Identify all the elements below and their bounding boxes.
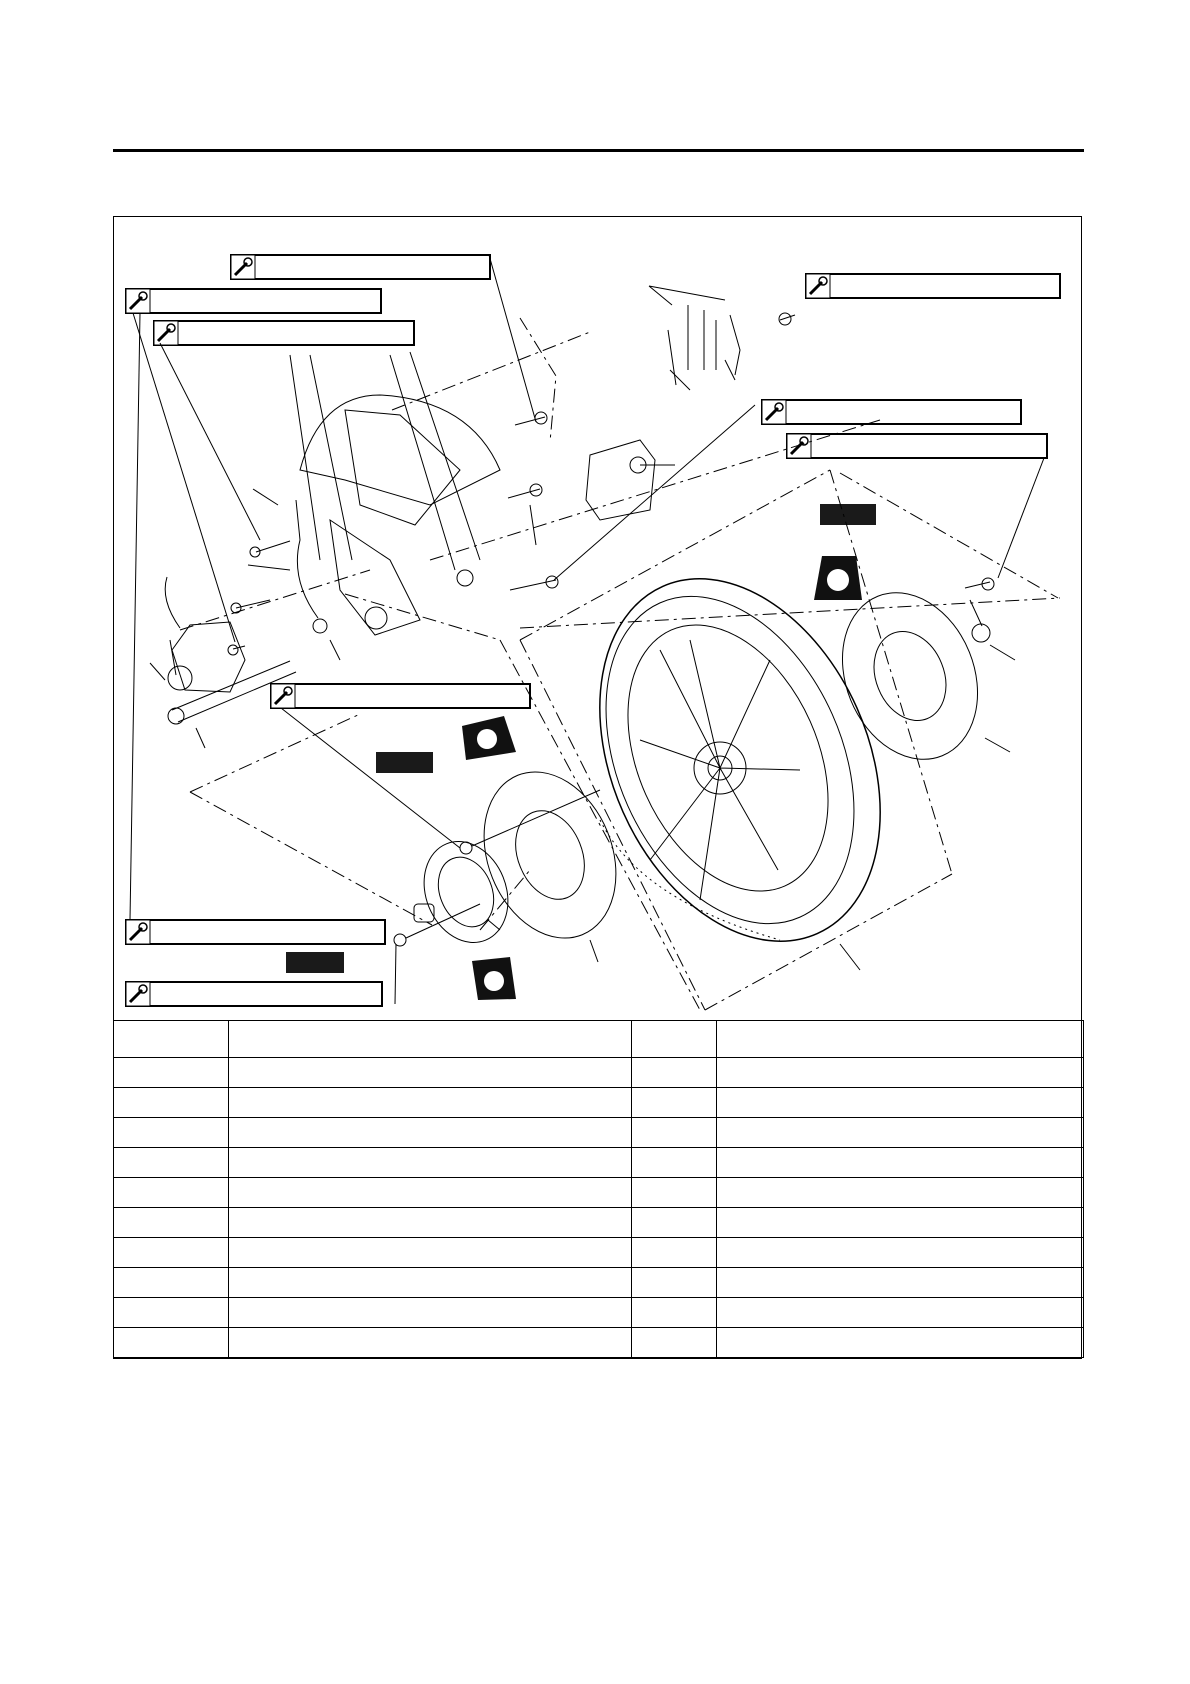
table-cell <box>632 1118 717 1148</box>
threadlock-icon <box>472 957 516 1000</box>
torque-wrench-icon <box>762 400 786 424</box>
torque-callout-5 <box>762 400 1021 424</box>
table-cell <box>632 1238 717 1268</box>
torque-wrench-icon <box>126 982 150 1006</box>
parts-table-header <box>114 1021 1084 1058</box>
torque-callout-9 <box>126 982 382 1006</box>
table-cell <box>229 1088 632 1118</box>
table-cell <box>114 1178 229 1208</box>
torque-wrench-icon <box>126 289 150 313</box>
threadlock-icon <box>462 716 516 760</box>
table-cell <box>632 1058 717 1088</box>
table-cell <box>632 1298 717 1328</box>
new-part-tag <box>286 952 344 973</box>
table-cell <box>229 1178 632 1208</box>
table-cell <box>632 1088 717 1118</box>
table-cell <box>229 1148 632 1178</box>
table-header-cell <box>632 1021 717 1058</box>
table-row <box>114 1058 1084 1088</box>
table-cell <box>114 1298 229 1328</box>
table-cell <box>717 1148 1084 1178</box>
table-header-cell <box>229 1021 632 1058</box>
parts-table <box>113 1020 1084 1358</box>
table-cell <box>229 1238 632 1268</box>
table-row <box>114 1088 1084 1118</box>
table-cell <box>229 1118 632 1148</box>
torque-wrench-icon <box>271 684 295 708</box>
torque-wrench-icon <box>231 255 255 279</box>
table-cell <box>717 1208 1084 1238</box>
table-row <box>114 1148 1084 1178</box>
table-cell <box>114 1118 229 1148</box>
table-cell <box>229 1298 632 1328</box>
table-cell <box>632 1268 717 1298</box>
table-cell <box>229 1328 632 1358</box>
table-cell <box>632 1178 717 1208</box>
torque-callout-2 <box>126 289 381 313</box>
table-cell <box>229 1058 632 1088</box>
table-cell <box>632 1328 717 1358</box>
table-cell <box>114 1208 229 1238</box>
table-cell <box>717 1238 1084 1268</box>
table-cell <box>114 1328 229 1358</box>
table-cell <box>114 1088 229 1118</box>
table-cell <box>717 1298 1084 1328</box>
table-cell <box>229 1268 632 1298</box>
table-cell <box>717 1058 1084 1088</box>
table-cell <box>114 1148 229 1178</box>
table-row <box>114 1298 1084 1328</box>
torque-wrench-icon <box>154 321 178 345</box>
table-row <box>114 1178 1084 1208</box>
torque-callout-7 <box>271 684 530 708</box>
table-cell <box>717 1268 1084 1298</box>
table-cell <box>229 1208 632 1238</box>
table-cell <box>632 1208 717 1238</box>
table-cell <box>114 1058 229 1088</box>
new-part-tag <box>820 504 876 525</box>
torque-callout-6 <box>787 434 1047 458</box>
torque-callout-1 <box>231 255 490 279</box>
torque-wrench-icon <box>126 920 150 944</box>
table-row <box>114 1118 1084 1148</box>
torque-callout-8 <box>126 920 385 944</box>
table-cell <box>632 1148 717 1178</box>
table-cell <box>717 1118 1084 1148</box>
new-part-tag <box>376 752 433 773</box>
threadlock-icon <box>814 556 862 600</box>
torque-callout-3 <box>154 321 414 345</box>
table-row <box>114 1268 1084 1298</box>
table-header-cell <box>114 1021 229 1058</box>
table-row <box>114 1208 1084 1238</box>
table-cell <box>114 1268 229 1298</box>
table-cell <box>717 1088 1084 1118</box>
table-header-cell <box>717 1021 1084 1058</box>
table-row <box>114 1328 1084 1358</box>
torque-wrench-icon <box>806 274 830 298</box>
table-cell <box>114 1238 229 1268</box>
table-cell <box>717 1178 1084 1208</box>
table-cell <box>717 1328 1084 1358</box>
torque-wrench-icon <box>787 434 811 458</box>
torque-callout-4 <box>806 274 1060 298</box>
table-row <box>114 1238 1084 1268</box>
